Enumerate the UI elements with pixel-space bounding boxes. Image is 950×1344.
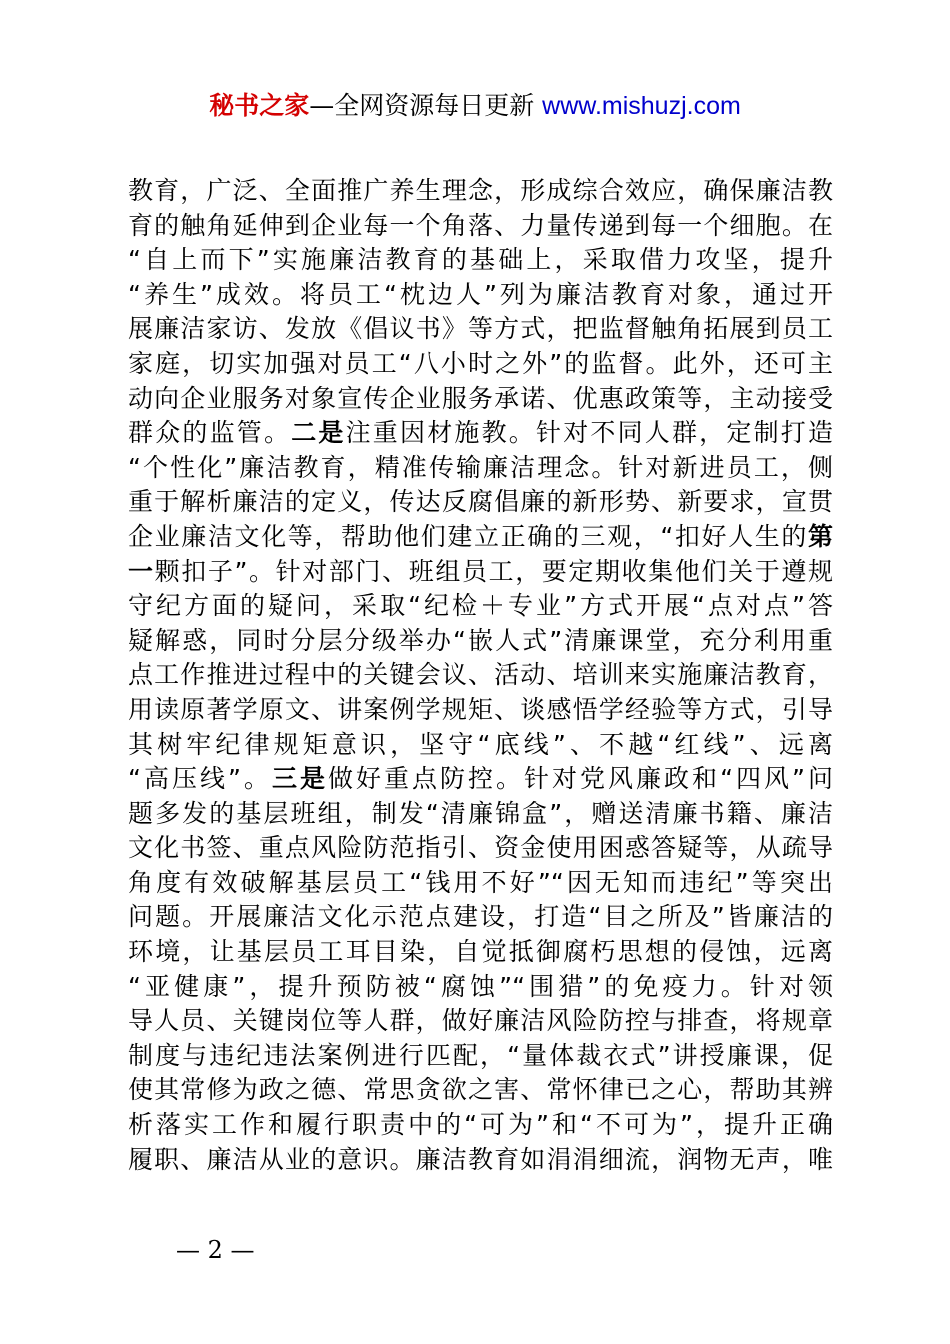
line-text: “自上而下”实施廉洁教育的基础上，采取借力攻坚，提升 [128, 245, 833, 275]
text-line [128, 1108, 833, 1143]
line-text: 履职、廉洁从业的意识。廉洁教育如涓涓细流，润物无声，唯 [128, 1144, 833, 1174]
text-line [128, 866, 833, 901]
text-line [128, 900, 833, 935]
text-line [128, 382, 833, 417]
text-line [128, 347, 833, 382]
text-line [128, 658, 833, 693]
line-text: 制度与违纪违法案例进行匹配，“量体裁衣式”讲授廉课，促 [128, 1040, 833, 1070]
line-text: 导人员、关键岗位等人群，做好廉洁风险防控与排查，将规章 [128, 1006, 833, 1036]
text-line [128, 624, 833, 659]
text-line [128, 209, 833, 244]
page-number: — 2 — [176, 1236, 255, 1264]
line-text: 环境，让基层员工耳目染，自觉抵御腐朽思想的侵蚀，远离 [128, 937, 833, 967]
text-line [128, 555, 833, 590]
line-text: “个性化”廉洁教育，精准传输廉洁理念。针对新进员工，侧 [128, 452, 833, 482]
line-text: 其树牢纪律规矩意识，坚守“底线”、不越“红线”、远离 [128, 729, 833, 759]
text-line [128, 1004, 833, 1039]
line-text: 动向企业服务对象宣传企业服务承诺、优惠政策等，主动接受 [128, 383, 833, 413]
text-line [128, 416, 833, 451]
text-line [128, 312, 833, 347]
line-text: 问题。开展廉洁文化示范点建设，打造“目之所及”皆廉洁的 [128, 902, 833, 932]
line-text: 疑解惑，同时分层分级举办“嵌人式”清廉课堂，充分利用重 [128, 625, 833, 655]
text-line [128, 174, 833, 209]
line-text: 使其常修为政之德、常思贪欲之害、常怀律已之心，帮助其辨 [128, 1075, 833, 1105]
line-text: “高压线”。 [128, 764, 272, 794]
text-line [128, 970, 833, 1005]
bold-text: 三是 [271, 764, 328, 794]
line-text: 展廉洁家访、发放《倡议书》等方式，把监督触角拓展到员工 [128, 314, 833, 344]
header-brand: 秘书之家 [209, 91, 310, 120]
line-text: 群众的监管。 [128, 418, 292, 448]
line-text: 析落实工作和履行职责中的“可为”和“不可为”，提升正确 [128, 1110, 833, 1140]
line-text: 题多发的基层班组，制发“清廉锦盒”，赠送清廉书籍、廉洁 [128, 798, 833, 828]
text-line [128, 1039, 833, 1074]
bold-text: 一 [128, 556, 155, 586]
text-line [128, 485, 833, 520]
line-text: 做好重点防控。针对党风廉政和“四风”问 [327, 764, 833, 794]
text-line [128, 1143, 833, 1178]
text-line [128, 935, 833, 970]
text-line [128, 831, 833, 866]
line-text: 文化书签、重点风险防范指引、资金使用困惑答疑等，从疏导 [128, 833, 833, 863]
bold-text: 第 [807, 521, 833, 551]
text-line [128, 520, 833, 555]
line-text: 注重因材施教。针对不同人群，定制打造 [345, 418, 833, 448]
line-text: 育的触角延伸到企业每一个角落、力量传递到每一个细胞。在 [128, 210, 833, 240]
line-text: 教育，广泛、全面推广养生理念，形成综合效应，确保廉洁教 [128, 176, 833, 205]
page-header [0, 86, 950, 122]
header-separator: — [309, 91, 335, 120]
text-line [128, 1073, 833, 1108]
text-line [128, 762, 833, 797]
text-line [128, 728, 833, 763]
line-text: 颗扣子”。针对部门、班组员工，要定期收集他们关于遵规 [154, 556, 833, 586]
text-line [128, 589, 833, 624]
text-line [128, 278, 833, 313]
line-text: 点工作推进过程中的关键会议、活动、培训来实施廉洁教育， [128, 660, 833, 690]
body-text [128, 174, 833, 1177]
line-text: 企业廉洁文化等，帮助他们建立正确的三观，“扣好人生的 [128, 521, 808, 551]
line-text: “养生”成效。将员工“枕边人”列为廉洁教育对象，通过开 [128, 279, 833, 309]
text-line [128, 451, 833, 486]
bold-text: 二是 [291, 418, 346, 448]
line-text: “亚健康”，提升预防被“腐蚀”“围猎”的免疫力。针对领 [128, 971, 833, 1001]
header-url[interactable]: www.mishuzj.com [542, 92, 741, 120]
header-tagline: 全网资源每日更新 [334, 91, 543, 120]
line-text: 重于解析廉洁的定义，传达反腐倡廉的新形势、新要求，宣贯 [128, 487, 833, 517]
text-line [128, 243, 833, 278]
line-text: 守纪方面的疑问，采取“纪检＋专业”方式开展“点对点”答 [128, 591, 833, 621]
text-line [128, 693, 833, 728]
line-text: 家庭，切实加强对员工“八小时之外”的监督。此外，还可主 [128, 348, 833, 378]
line-text: 角度有效破解基层员工“钱用不好”“因无知而违纪”等突出 [128, 867, 833, 897]
line-text: 用读原著学原文、讲案例学规矩、谈感悟学经验等方式，引导 [128, 694, 833, 724]
text-line [128, 797, 833, 832]
